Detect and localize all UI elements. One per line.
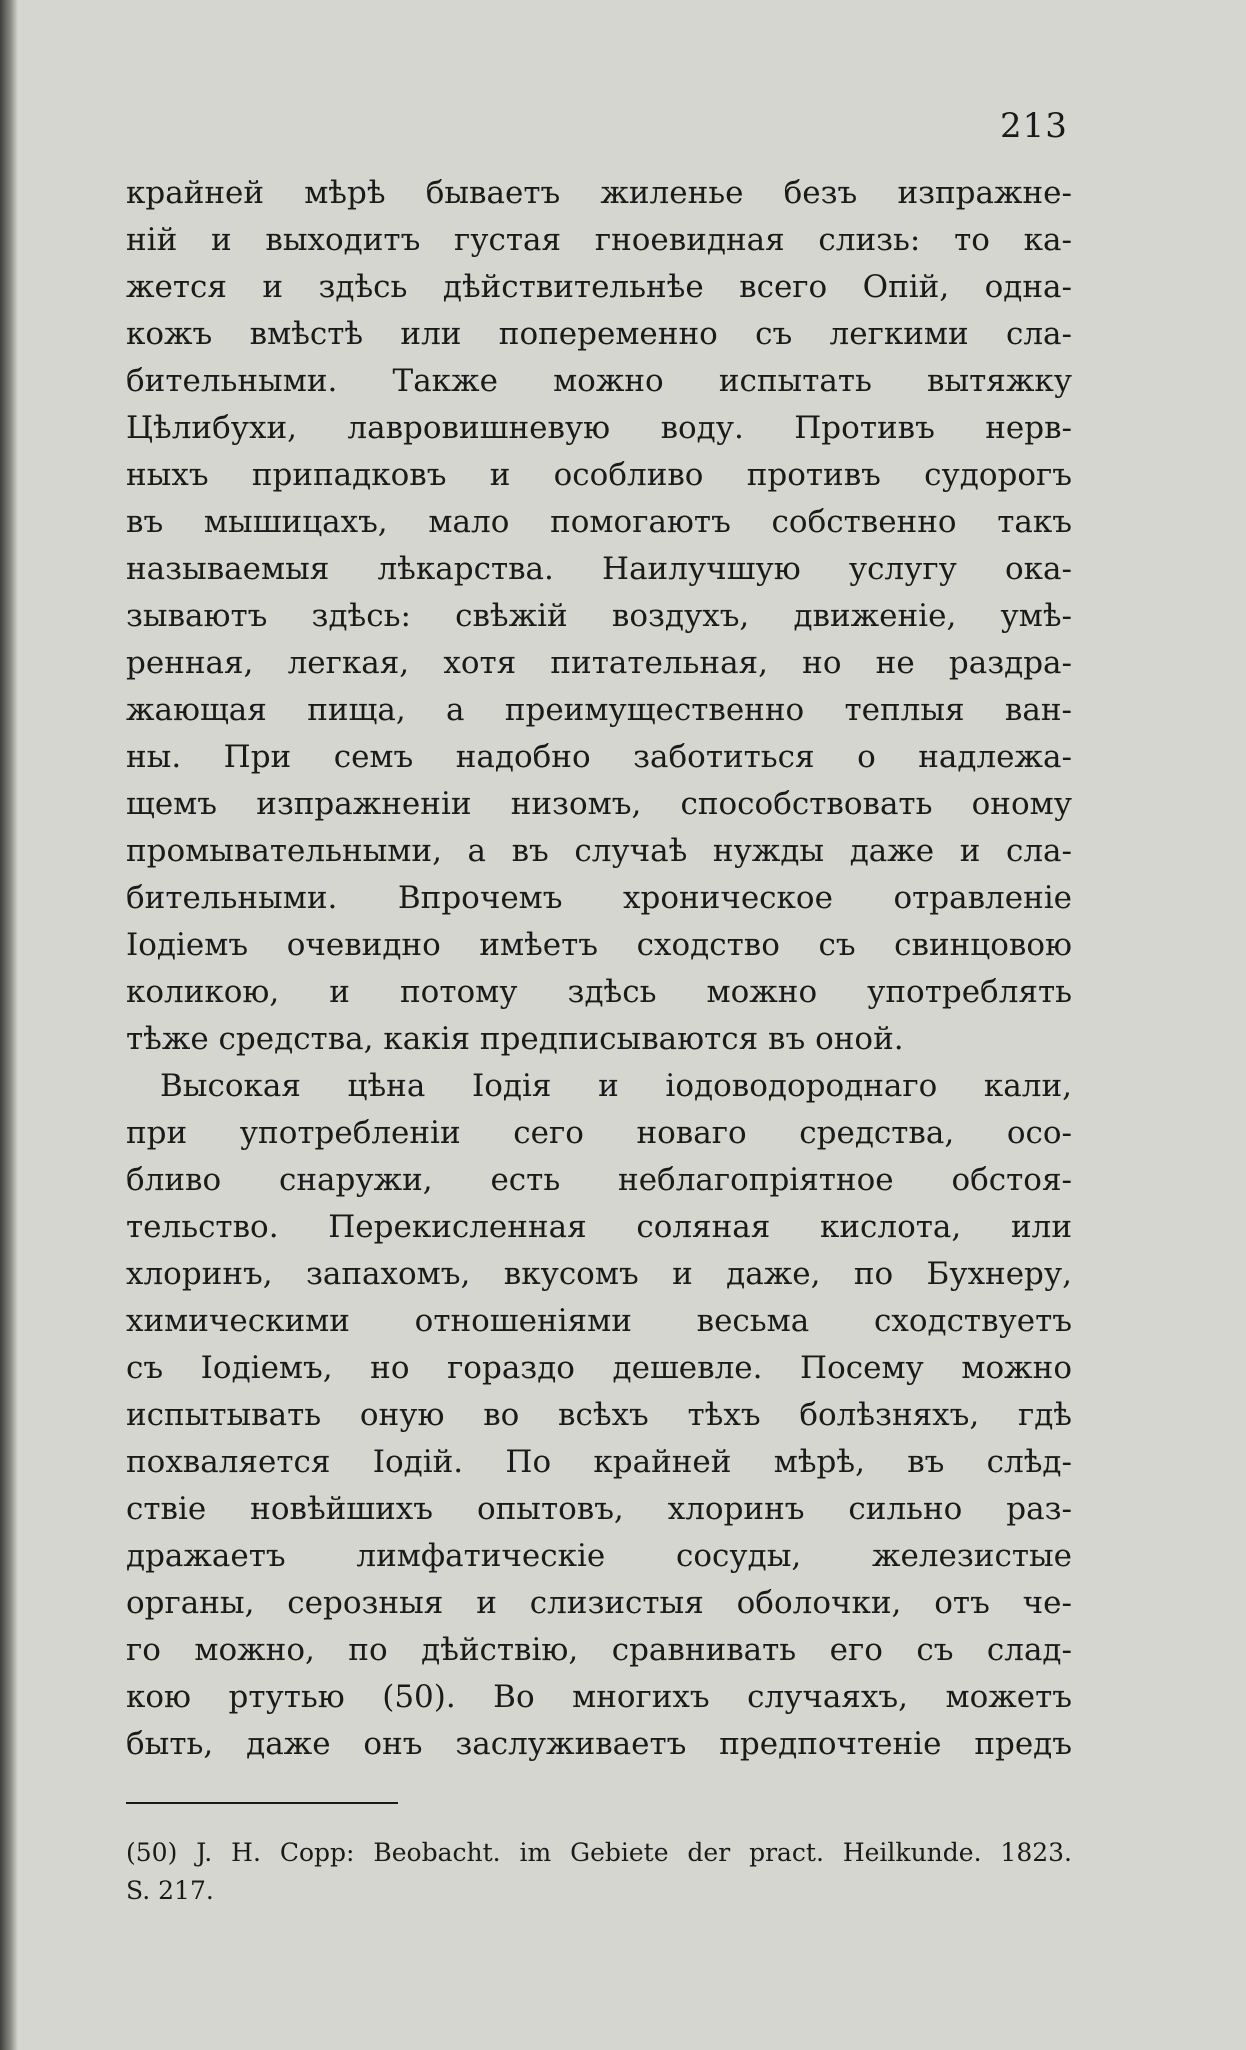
text-line: щемъ изпражненіи низомъ, способствовать оному <box>126 786 1072 822</box>
footnotes <box>126 1834 1072 1910</box>
text-line: быть, даже онъ заслуживаетъ предпочтеніе предъ <box>126 1726 1072 1762</box>
text-line: бливо снаружи, есть неблагопріятное обстоя- <box>126 1162 1072 1198</box>
footnote-line: (50) J. H. Copp: Beobacht. im Gebiete der pract. Heilkunde. 1823. <box>126 1838 1072 1867</box>
text-line: ній и выходитъ густая гноевидная слизь: то ка- <box>126 222 1072 258</box>
footnote-divider <box>126 1802 398 1804</box>
text-line: Іодіемъ очевидно имѣетъ сходство съ свинцовою <box>126 927 1072 963</box>
text-line: бительными. Также можно испытать вытяжку <box>126 363 1072 399</box>
text-line: коликою, и потому здѣсь можно употреблять <box>126 974 1072 1010</box>
text-line: ренная, легкая, хотя питательная, но не раздра- <box>126 645 1072 681</box>
text-line: хлоринъ, запахомъ, вкусомъ и даже, по Бухнеру, <box>126 1256 1072 1292</box>
text-line: крайней мѣрѣ бываетъ жиленье безъ изпражне- <box>126 175 1072 211</box>
text-line: ствіе новѣйшихъ опытовъ, хлоринъ сильно раз- <box>126 1491 1072 1527</box>
text-line: Цѣлибухи, лавровишневую воду. Противъ нерв- <box>126 410 1072 446</box>
text-line: называемыя лѣкарства. Наилучшую услугу ока- <box>126 551 1072 587</box>
page-number: 213 <box>1000 106 1068 146</box>
text-line: жающая пища, а преимущественно теплыя ван- <box>126 692 1072 728</box>
body-text <box>126 170 1072 1768</box>
text-line: въ мышицахъ, мало помогаютъ собственно такъ <box>126 504 1072 540</box>
text-line: тельство. Перекисленная соляная кислота, или <box>126 1209 1072 1245</box>
text-line: испытывать оную во всѣхъ тѣхъ болѣзняхъ, гдѣ <box>126 1397 1072 1433</box>
text-line: ныхъ припадковъ и особливо противъ судорогъ <box>126 457 1072 493</box>
text-line: бительными. Впрочемъ хроническое отравленіе <box>126 880 1072 916</box>
text-line: при употребленіи сего новаго средства, осо- <box>126 1115 1072 1151</box>
text-line: кожъ вмѣстѣ или попеременно съ легкими сла- <box>126 316 1072 352</box>
text-line: похваляется Іодій. По крайней мѣрѣ, въ слѣд- <box>126 1444 1072 1480</box>
text-line: зываютъ здѣсь: свѣжій воздухъ, движеніе, умѣ- <box>126 598 1072 634</box>
text-line: ны. При семъ надобно заботиться о надлежа- <box>126 739 1072 775</box>
text-line: химическими отношеніями весьма сходствуетъ <box>126 1303 1072 1339</box>
text-line: дражаетъ лимфатическіе сосуды, железистые <box>126 1538 1072 1574</box>
text-line: промывательными, а въ случаѣ нужды даже и сла- <box>126 833 1072 869</box>
text-line: органы, серозныя и слизистыя оболочки, отъ че- <box>126 1585 1072 1621</box>
text-line: го можно, по дѣйствію, сравнивать его съ слад- <box>126 1632 1072 1668</box>
book-spine-shadow <box>0 0 18 2050</box>
paragraph-start-line: Высокая цѣна Іодія и іодоводороднаго кали, <box>160 1068 1072 1104</box>
text-line: съ Іодіемъ, но гораздо дешевле. Посему можно <box>126 1350 1072 1386</box>
text-line: тѣже средства, какія предписываются въ оной. <box>126 1021 904 1057</box>
text-line: кою ртутью (50). Во многихъ случаяхъ, можетъ <box>126 1679 1072 1715</box>
footnote-line: S. 217. <box>126 1876 214 1905</box>
text-line: жется и здѣсь дѣйствительнѣе всего Опій, одна- <box>126 269 1072 305</box>
